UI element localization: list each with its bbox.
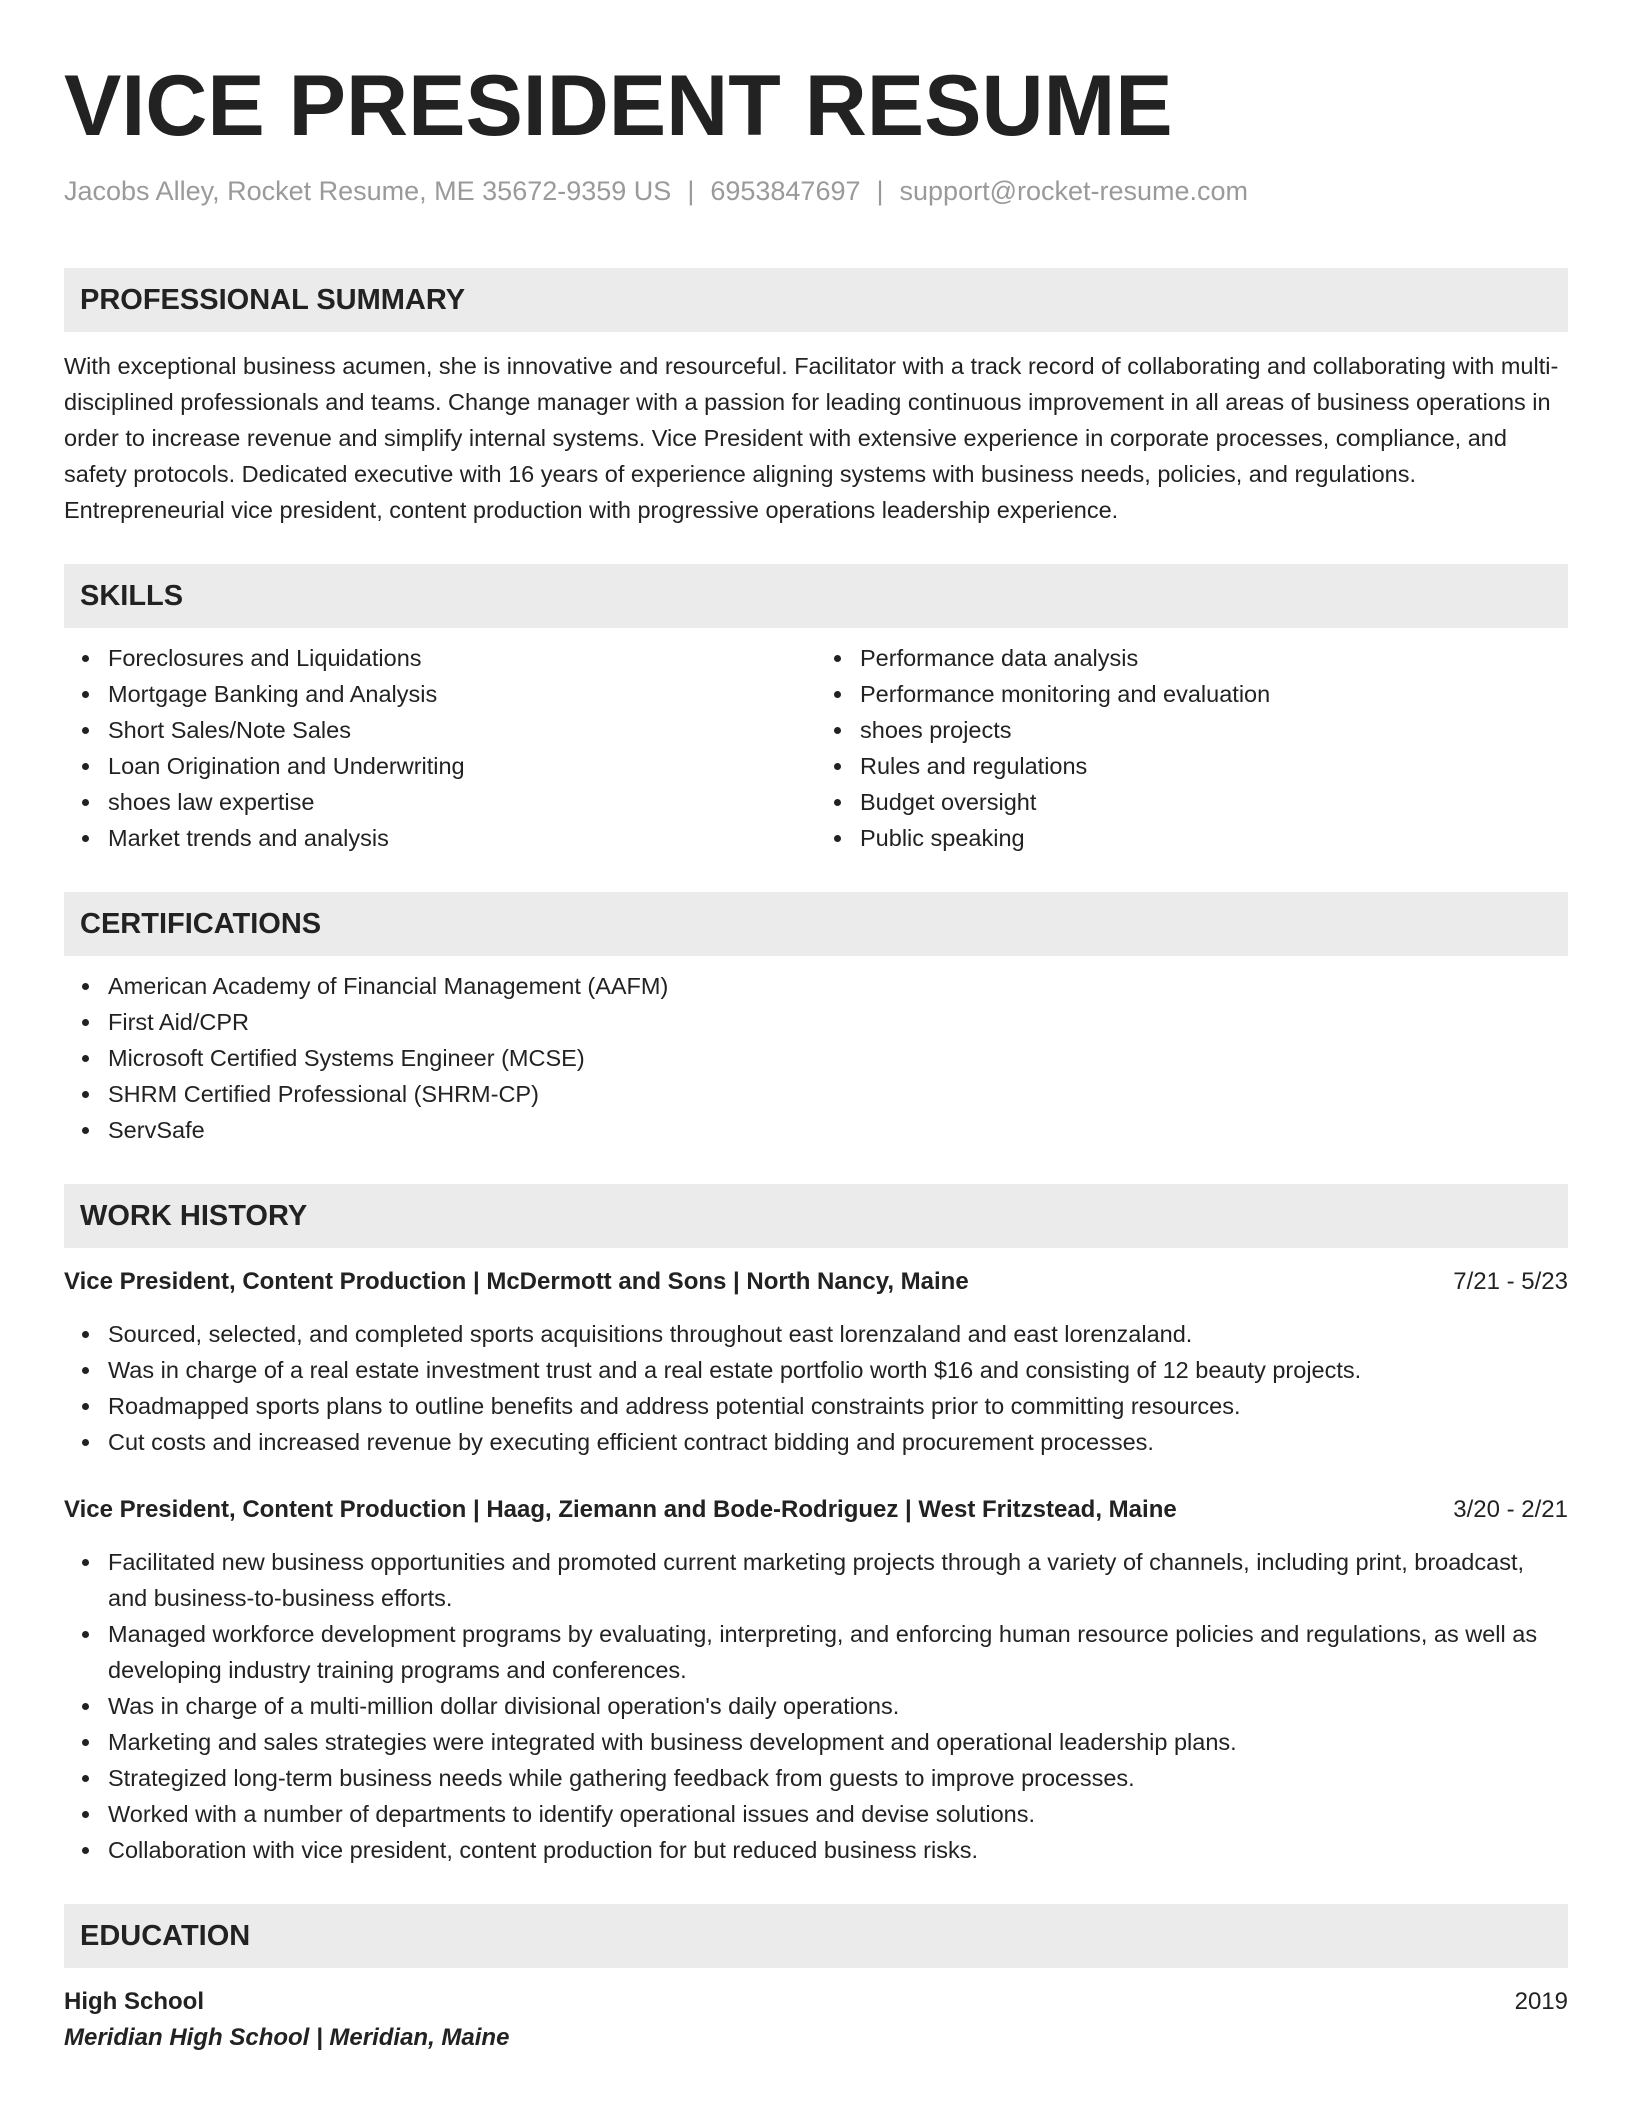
section-heading-skills: SKILLS xyxy=(64,564,1568,628)
skill-item: Performance monitoring and evaluation xyxy=(816,676,1568,712)
resume-title: VICE PRESIDENT RESUME xyxy=(64,58,1173,154)
skills-column-left xyxy=(64,640,816,856)
skill-item: shoes projects xyxy=(816,712,1568,748)
job-title: Vice President, Content Production | Haag, Ziemann and Bode-Rodriguez | West Fritzstead, Maine xyxy=(64,1496,1177,1523)
contact-separator: | xyxy=(876,176,884,206)
contact-address: Jacobs Alley, Rocket Resume, ME 35672-9359 US xyxy=(64,176,672,206)
education-year: 2019 xyxy=(1514,1988,1568,2015)
job-bullets xyxy=(64,1544,1568,1868)
section-heading-work-history: WORK HISTORY xyxy=(64,1184,1568,1248)
contact-phone: 6953847697 xyxy=(710,176,861,206)
section-heading-certifications: CERTIFICATIONS xyxy=(64,892,1568,956)
job-bullet: Collaboration with vice president, content production for but reduced business risks. xyxy=(64,1832,1568,1868)
education-degree: High School xyxy=(64,1988,204,2015)
summary-text: With exceptional business acumen, she is innovative and resourceful. Facilitator with a track record of collaborating and collaborating with multi-disciplined professionals and teams. Change manager with a passion for leading continuous improvement in all areas of business operations in order to increase revenue and simplify internal systems. Vice President with extensive experience in corporate processes, compliance, and safety protocols. Dedicated executive with 16 years of experience aligning systems with business needs, policies, and regulations. Entrepreneurial vice president, content production with progressive operations leadership experience. xyxy=(64,353,1559,523)
skill-item: Budget oversight xyxy=(816,784,1568,820)
certification-item: ServSafe xyxy=(64,1112,1568,1148)
skill-item: Public speaking xyxy=(816,820,1568,856)
job-entry xyxy=(64,1264,1568,1460)
skill-item: Performance data analysis xyxy=(816,640,1568,676)
certification-item: First Aid/CPR xyxy=(64,1004,1568,1040)
job-bullet: Marketing and sales strategies were integrated with business development and operational leadership plans. xyxy=(64,1724,1568,1760)
certification-item: American Academy of Financial Management (AAFM) xyxy=(64,968,1568,1004)
education-header xyxy=(64,1984,1568,2020)
job-bullet: Roadmapped sports plans to outline benefits and address potential constraints prior to committing resources. xyxy=(64,1388,1568,1424)
certifications-block xyxy=(64,968,1568,1148)
skills-list-right xyxy=(816,640,1568,856)
skill-item: Loan Origination and Underwriting xyxy=(64,748,816,784)
skill-item: Market trends and analysis xyxy=(64,820,816,856)
job-bullet: Cut costs and increased revenue by executing efficient contract bidding and procurement processes. xyxy=(64,1424,1568,1460)
skill-item: shoes law expertise xyxy=(64,784,816,820)
job-bullet: Strategized long-term business needs while gathering feedback from guests to improve processes. xyxy=(64,1760,1568,1796)
job-header xyxy=(64,1264,1568,1300)
contact-email: support@rocket-resume.com xyxy=(899,176,1249,206)
skill-item: Foreclosures and Liquidations xyxy=(64,640,816,676)
section-heading-education: EDUCATION xyxy=(64,1904,1568,1968)
skills-column-right xyxy=(816,640,1568,856)
certifications-list xyxy=(64,968,1568,1148)
certification-item: Microsoft Certified Systems Engineer (MCSE) xyxy=(64,1040,1568,1076)
skill-item: Rules and regulations xyxy=(816,748,1568,784)
job-dates: 3/20 - 2/21 xyxy=(1453,1496,1568,1523)
job-title: Vice President, Content Production | McDermott and Sons | North Nancy, Maine xyxy=(64,1268,969,1295)
skill-item: Short Sales/Note Sales xyxy=(64,712,816,748)
job-bullet: Facilitated new business opportunities and promoted current marketing projects through a variety of channels, including print, broadcast, and business-to-business efforts. xyxy=(64,1544,1568,1616)
contact-separator: | xyxy=(687,176,695,206)
job-bullets xyxy=(64,1316,1568,1460)
job-bullet: Was in charge of a real estate investment trust and a real estate portfolio worth $16 and consisting of 12 beauty projects. xyxy=(64,1352,1568,1388)
education-school: Meridian High School | Meridian, Maine xyxy=(64,2024,510,2051)
skills-grid xyxy=(64,640,1568,856)
job-bullet: Was in charge of a multi-million dollar divisional operation's daily operations. xyxy=(64,1688,1568,1724)
section-heading-summary: PROFESSIONAL SUMMARY xyxy=(64,268,1568,332)
skill-item: Mortgage Banking and Analysis xyxy=(64,676,816,712)
job-bullet: Worked with a number of departments to identify operational issues and devise solutions. xyxy=(64,1796,1568,1832)
job-bullet: Managed workforce development programs by evaluating, interpreting, and enforcing human resource policies and regulations, as well as developing industry training programs and conferences. xyxy=(64,1616,1568,1688)
job-dates: 7/21 - 5/23 xyxy=(1453,1268,1568,1295)
job-bullet: Sourced, selected, and completed sports acquisitions throughout east lorenzaland and east lorenzaland. xyxy=(64,1316,1568,1352)
skills-list-left xyxy=(64,640,816,856)
job-header xyxy=(64,1492,1568,1528)
job-entry xyxy=(64,1492,1568,1868)
certification-item: SHRM Certified Professional (SHRM-CP) xyxy=(64,1076,1568,1112)
contact-line xyxy=(64,174,1568,208)
